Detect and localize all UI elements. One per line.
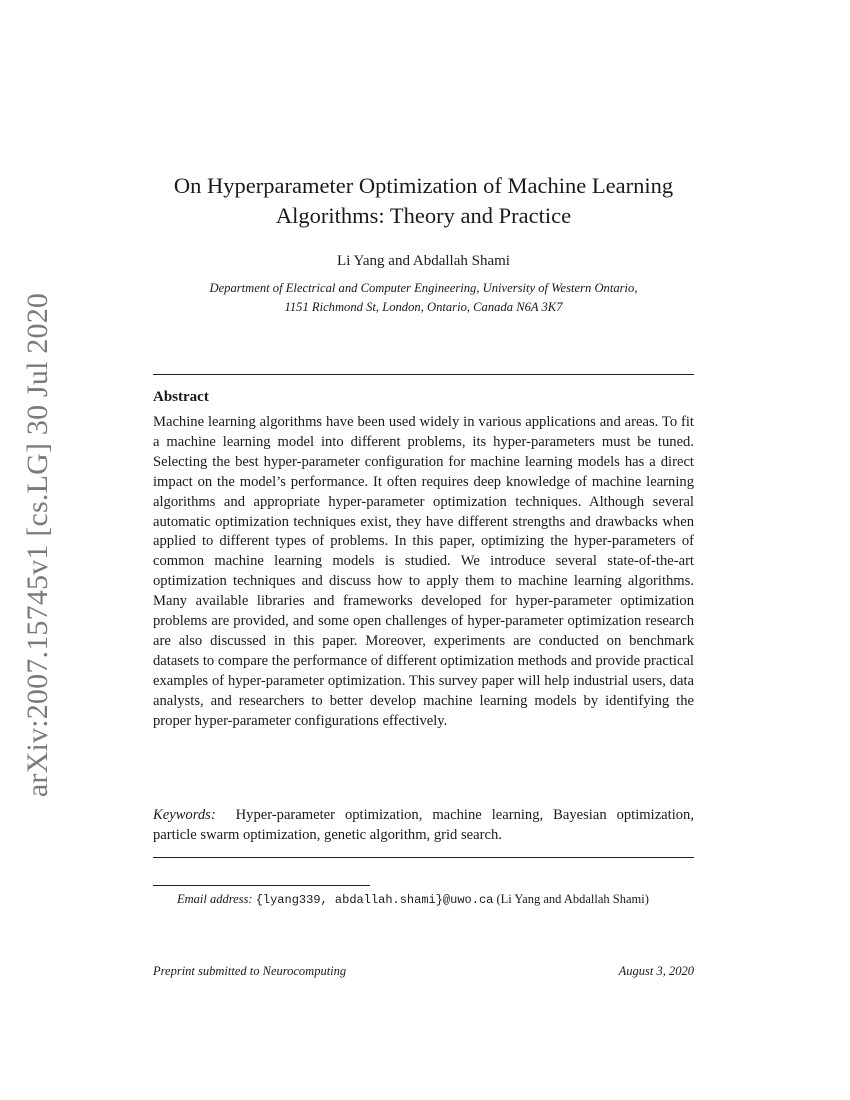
- title-line-2: Algorithms: Theory and Practice: [275, 203, 572, 228]
- arxiv-identifier-stamp: arXiv:2007.15745v1 [cs.LG] 30 Jul 2020: [21, 292, 54, 798]
- abstract-text: Machine learning algorithms have been used widely in various applications and areas. To fit a machine learning model into different problems, its hyper-parameters must be tuned. Selecting the best hyper-parameter configuration for machine learning models has a direct impact on the model’s performance. It often requires deep knowledge of machine learning algorithms and appropriate hyper-parameter optimization techniques. Although several automatic optimization techniques exist, they have different strengths and drawbacks when applied to different types of problems. In this paper, optimizing the hyper-parameters of common machine learning models is studied. We introduce several state-of-the-art optimization techniques and discuss how to apply them to machine learning algorithms. Many available libraries and frameworks developed for hyper-parameter optimization problems are provided, and some open challenges of hyper-parameter optimization research are also discussed in this paper. Moreover, experiments are conducted on benchmark datasets to compare the performance of different optimization methods and provide practical examples of hyper-parameter optimization. This survey paper will help industrial users, data analysts, and researchers to better develop machine learning models by identifying the proper hyper-parameter configurations effectively.: [153, 414, 694, 729]
- footer-preprint-note: Preprint submitted to Neurocomputing: [153, 964, 347, 978]
- footnote-emails: {lyang339, abdallah.shami}@uwo.ca: [255, 893, 494, 907]
- keywords-label: Keywords:: [153, 807, 216, 823]
- abstract-top-rule: [153, 374, 694, 375]
- authors: Li Yang and Abdallah Shami: [337, 253, 510, 269]
- affiliation: [153, 279, 694, 317]
- affiliation-line-1: Department of Electrical and Computer Engineering, University of Western Ontario,: [209, 281, 638, 295]
- footnote-names: (Li Yang and Abdallah Shami): [496, 892, 649, 906]
- footnote-label: Email address:: [177, 892, 253, 906]
- keywords: [153, 805, 694, 845]
- keywords-text: Hyper-parameter optimization, machine learning, Bayesian optimization, particle swarm optimization, genetic algorithm, grid search.: [153, 807, 694, 843]
- abstract-heading: Abstract: [153, 389, 209, 405]
- footer-date: August 3, 2020: [618, 964, 694, 978]
- footnote-email: [153, 890, 673, 909]
- paper-title: [153, 171, 694, 231]
- footnote-rule: [153, 885, 370, 886]
- title-line-1: On Hyperparameter Optimization of Machine Learning: [173, 173, 674, 198]
- affiliation-line-2: 1151 Richmond St, London, Ontario, Canada N6A 3K7: [284, 300, 563, 314]
- abstract-bottom-rule: [153, 857, 694, 858]
